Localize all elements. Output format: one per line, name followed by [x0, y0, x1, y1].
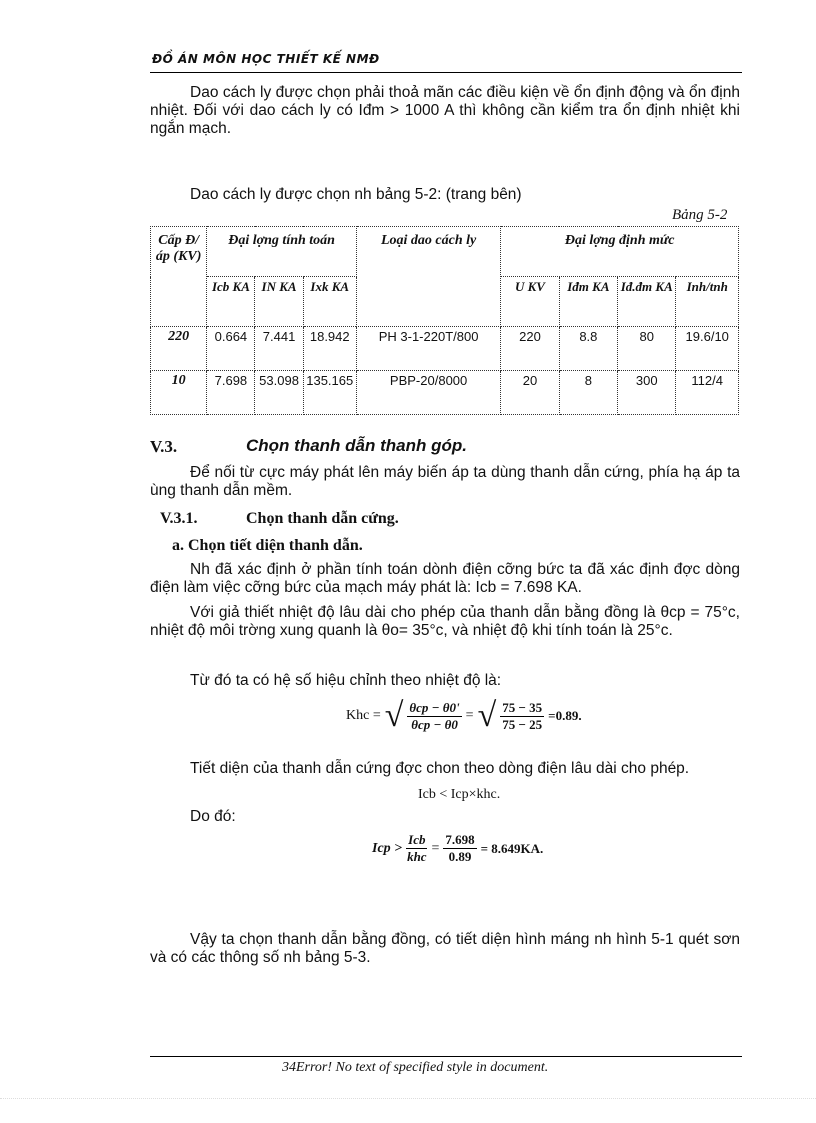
cell: 20 — [501, 371, 559, 415]
footer-rule — [150, 1056, 742, 1057]
eq1-result: =0.89. — [548, 708, 582, 723]
cell: 220 — [501, 327, 559, 371]
table-row — [151, 327, 739, 371]
section-v3-number: V.3. — [150, 437, 178, 456]
page-edge-divider — [0, 1098, 816, 1099]
cell: 0.664 — [207, 327, 255, 371]
cell: PH 3-1-220T/800 — [356, 327, 500, 371]
cell: 10 — [151, 371, 207, 415]
paragraph-conclusion: Vậy ta chọn thanh dẫn bằng đồng, có tiết diện hình máng nh hình 5-1 quét sơn và có các thông số nh bảng 5-3. — [150, 931, 740, 966]
cell: 135.165 — [303, 371, 356, 415]
page-header: ĐỒ ÁN MÔN HỌC THIẾT KẾ NMĐ — [152, 52, 380, 66]
cell: 8.8 — [559, 327, 617, 371]
eq1-frac-numeric: $\frac{75 - 35}{75 - 25}$ — [502, 699, 543, 732]
table-caption: Bảng 5-2 — [672, 207, 728, 223]
cell: 8 — [559, 371, 617, 415]
eq3-frac-numeric: $\frac{7.698}{0.89}$ — [445, 832, 475, 864]
paragraph-cross-section: Tiết diện của thanh dẫn cứng đợc chon theo dòng điện lâu dài cho phép. — [190, 760, 690, 777]
eq1-frac-symbolic: $\frac{\text{θcp − θ0'}}{\text{θcp − θ0}}$ — [409, 699, 460, 732]
page-footer: 34Error! No text of specified style in document. — [282, 1060, 549, 1075]
equation-icp: Icp > $\frac{\text{Icb}}{\text{khc}}$ = $\frac{7.698}{0.89}$ = 8.649KA. — [372, 832, 544, 864]
paragraph-table-ref: Dao cách ly được chọn nh bảng 5-2: (trang bên) — [190, 186, 522, 203]
cell: 53.098 — [255, 371, 303, 415]
sub-inh: Inh/tnh — [676, 277, 739, 327]
eq1-lhs: Khc = — [346, 708, 381, 723]
paragraph-coefficient: Từ đó ta có hệ số hiệu chỉnh theo nhiệt độ là: — [190, 672, 502, 689]
sub-ixk: Ixk KA — [303, 277, 356, 327]
paragraph-therefore: Do đó: — [190, 808, 236, 825]
cell: PBP-20/8000 — [356, 371, 500, 415]
col-rated-header: Đại lợng định mức — [501, 227, 739, 277]
paragraph-temperature: Với giả thiết nhiệt độ lâu dài cho phép của thanh dẫn bằng đồng là θcp = 75°c, nhiệt độ môi trờng xung quanh là θo= 35°c, và nhiệt độ khi tính toán là 25°c. — [150, 604, 740, 639]
sqrt-icon: √ — [477, 697, 497, 734]
cell: 18.942 — [303, 327, 356, 371]
eq3-lhs: Icp > — [372, 840, 403, 856]
paragraph-current: Nh đã xác định ở phần tính toán dònh điện cỡng bức ta đã xác định đợc dòng điện làm việc cỡng bức của mạch máy phát là: Icb = 7.698 KA. — [150, 561, 740, 596]
sub-iddm: Iđ.đm KA — [618, 277, 676, 327]
paragraph-intro: Dao cách ly được chọn phải thoả mãn các điều kiện về ổn định động và ổn định nhiệt. Đối với dao cách ly có Iđm > 1000 A thì không cần kiểm tra ổn định nhiệt khi ngắn mạch. — [150, 84, 740, 137]
cell: 80 — [618, 327, 676, 371]
cell: 220 — [151, 327, 207, 371]
table-row — [151, 371, 739, 415]
subsection-a: a. Chọn tiết diện thanh dẫn. — [172, 537, 363, 554]
cell: 19.6/10 — [676, 327, 739, 371]
sub-in: IN KA — [255, 277, 303, 327]
header-rule — [150, 72, 742, 73]
cell: 112/4 — [676, 371, 739, 415]
eq3-result: = 8.649KA. — [480, 840, 544, 856]
section-v31-title: Chọn thanh dẫn cứng. — [246, 510, 399, 527]
section-v3-title: Chọn thanh dẫn thanh góp. — [246, 436, 467, 455]
sub-u: U KV — [501, 277, 559, 327]
col-calculated-header: Đại lợng tính toán — [207, 227, 357, 277]
disconnector-table — [150, 226, 739, 415]
paragraph-busbar: Để nối từ cực máy phát lên máy biến áp ta dùng thanh dẫn cứng, phía hạ áp ta ùng thanh dẫn mềm. — [150, 464, 740, 499]
cell: 300 — [618, 371, 676, 415]
section-v31-number: V.3.1. — [160, 510, 198, 527]
sqrt-icon: √ — [384, 697, 404, 734]
sub-idm: Iđm KA — [559, 277, 617, 327]
col-type-header: Loại dao cách ly — [356, 227, 500, 327]
equation-condition: Icb < Icp×khc. — [418, 787, 501, 802]
sub-icb: Icb KA — [207, 277, 255, 327]
cell: 7.441 — [255, 327, 303, 371]
col-voltage-header: Cấp Đ/áp (KV) — [151, 227, 207, 327]
cell: 7.698 — [207, 371, 255, 415]
eq3-frac-symbolic: $\frac{\text{Icb}}{\text{khc}}$ — [407, 832, 427, 864]
equation-khc: Khc = √ $\frac{\text{θcp − θ0'}}{\text{θcp − θ0}}$ = √ $\frac{75 - 35}{75 - 25}$ =0.89. — [346, 697, 582, 734]
